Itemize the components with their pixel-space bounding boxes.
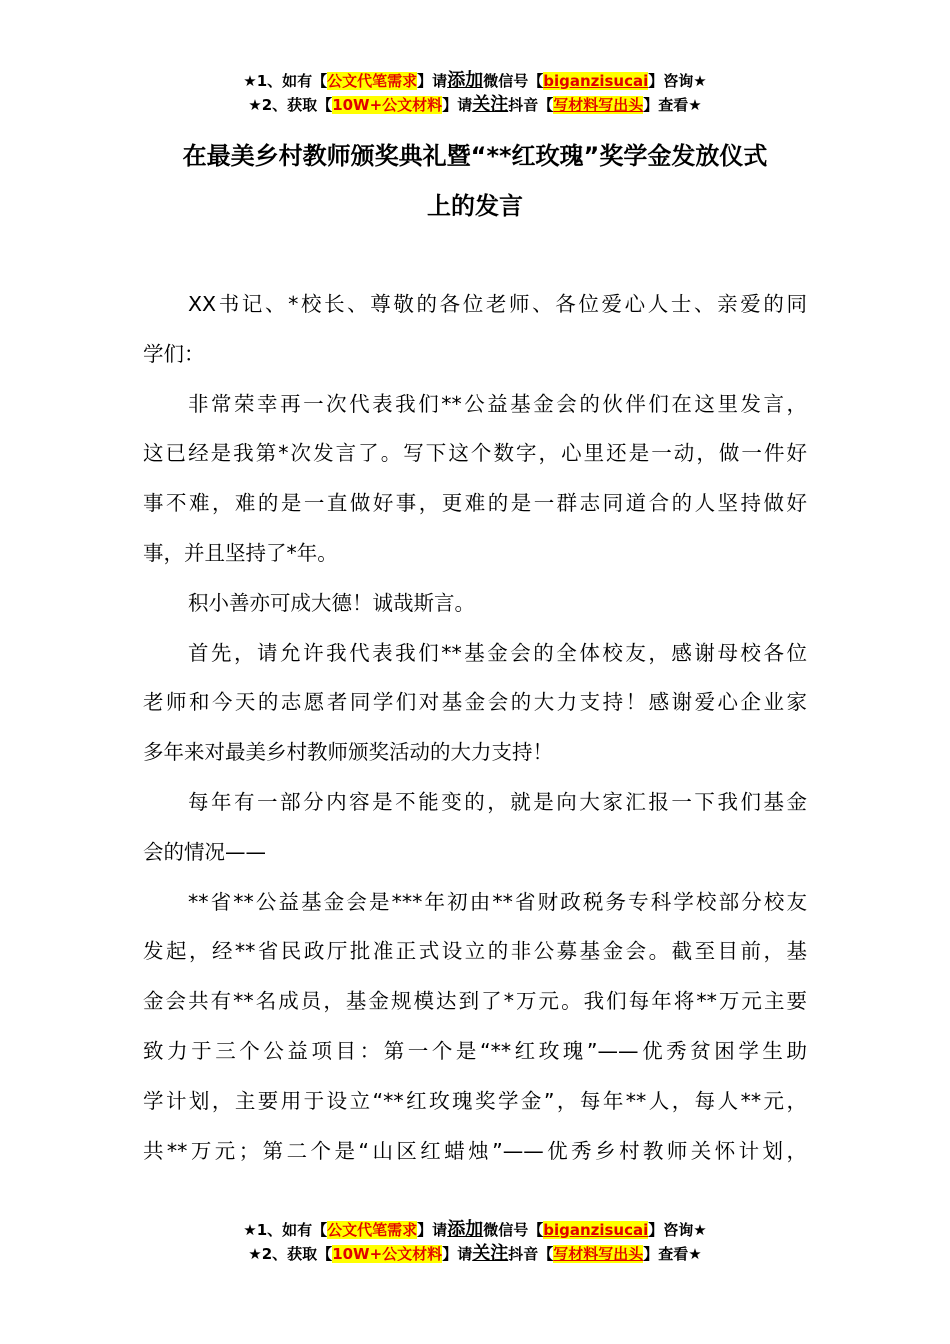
paragraph: [143, 280, 807, 380]
document-body: [143, 280, 807, 1176]
document-title-line-2: 上的发言: [427, 192, 523, 220]
ad-text: ★2、获取【: [248, 96, 333, 114]
paragraph: [143, 778, 807, 878]
paragraph: [143, 878, 807, 1177]
ad-text: 】查看★: [643, 1245, 702, 1263]
ad-text: 】请: [442, 1245, 473, 1263]
ad-emphasis: 关注: [472, 94, 509, 115]
document-title-line-1: 在最美乡村教师颁奖典礼暨“**红玫瑰”奖学金发放仪式: [182, 142, 768, 170]
paragraph-line: 这已经是我第*次发言了。写下这个数字，心里还是一动，做一件好: [143, 441, 807, 466]
paragraph: [143, 579, 807, 629]
footer-ad-line-1: [0, 1218, 950, 1242]
ad-text: 】咨询★: [648, 1221, 707, 1239]
ad-wechat-id: biganzisucai: [543, 72, 649, 90]
ad-text: 微信号【: [483, 72, 544, 90]
ad-highlight: 10W+公文材料: [332, 96, 443, 114]
paragraph-line: 积小善亦可成大德！诚哉斯言。: [188, 590, 475, 615]
ad-text: 微信号【: [483, 1221, 544, 1239]
ad-text: 】请: [442, 96, 473, 114]
header-ad-line-2: [0, 93, 950, 117]
paragraph-line: 多年来对最美乡村教师颁奖活动的大力支持！: [143, 740, 553, 765]
paragraph-line: 发起，经**省民政厅批准正式设立的非公募基金会。截至目前，基: [143, 939, 807, 964]
ad-emphasis: 关注: [472, 1243, 509, 1264]
ad-text: 】查看★: [643, 96, 702, 114]
paragraph-line: 学们：: [143, 341, 205, 366]
ad-douyin-id: 写材料写出头: [553, 96, 644, 114]
paragraph: [143, 380, 807, 579]
paragraph-line: 致力于三个公益项目：第一个是“**红玫瑰”——优秀贫困学生助: [143, 1038, 807, 1063]
ad-text: ★1、如有【: [243, 1221, 328, 1239]
paragraph-line: 事不难，难的是一直做好事，更难的是一群志同道合的人坚持做好: [143, 491, 807, 516]
paragraph-line: 学计划，主要用于设立“**红玫瑰奖学金”，每年**人，每人**元，: [143, 1088, 807, 1113]
paragraph-line: 金会共有**名成员，基金规模达到了*万元。我们每年将**万元主要: [143, 989, 807, 1014]
footer-ad-line-2: [0, 1242, 950, 1266]
ad-text: ★1、如有【: [243, 72, 328, 90]
ad-text: ★2、获取【: [248, 1245, 333, 1263]
ad-emphasis: 添加: [447, 1219, 484, 1240]
paragraph-line: 每年有一部分内容是不能变的，就是向大家汇报一下我们基金: [188, 789, 807, 814]
paragraph-line: XX书记、*校长、尊敬的各位老师、各位爱心人士、亲爱的同: [188, 292, 807, 316]
ad-wechat-id: biganzisucai: [543, 1221, 649, 1239]
paragraph-line: 老师和今天的志愿者同学们对基金会的大力支持！感谢爱心企业家: [143, 690, 807, 715]
ad-text: 抖音【: [508, 1245, 554, 1263]
ad-highlight: 公文代笔需求: [327, 1221, 418, 1239]
paragraph-line: **省**公益基金会是***年初由**省财政税务专科学校部分校友: [188, 889, 807, 914]
header-ad-line-1: [0, 69, 950, 93]
paragraph: [143, 629, 807, 778]
ad-text: 】咨询★: [648, 72, 707, 90]
paragraph-line: 非常荣幸再一次代表我们**公益基金会的伙伴们在这里发言，: [188, 391, 807, 416]
ad-text: 】请: [417, 1221, 448, 1239]
ad-text: 抖音【: [508, 96, 554, 114]
ad-text: 】请: [417, 72, 448, 90]
ad-emphasis: 添加: [447, 70, 484, 91]
paragraph-line: 事，并且坚持了*年。: [143, 540, 338, 565]
paragraph-line: 共**万元；第二个是“山区红蜡烛”——优秀乡村教师关怀计划，: [143, 1138, 807, 1163]
ad-highlight: 公文代笔需求: [327, 72, 418, 90]
ad-douyin-id: 写材料写出头: [553, 1245, 644, 1263]
ad-highlight: 10W+公文材料: [332, 1245, 443, 1263]
paragraph-line: 首先，请允许我代表我们**基金会的全体校友，感谢母校各位: [188, 640, 807, 665]
paragraph-line: 会的情况——: [143, 839, 266, 864]
